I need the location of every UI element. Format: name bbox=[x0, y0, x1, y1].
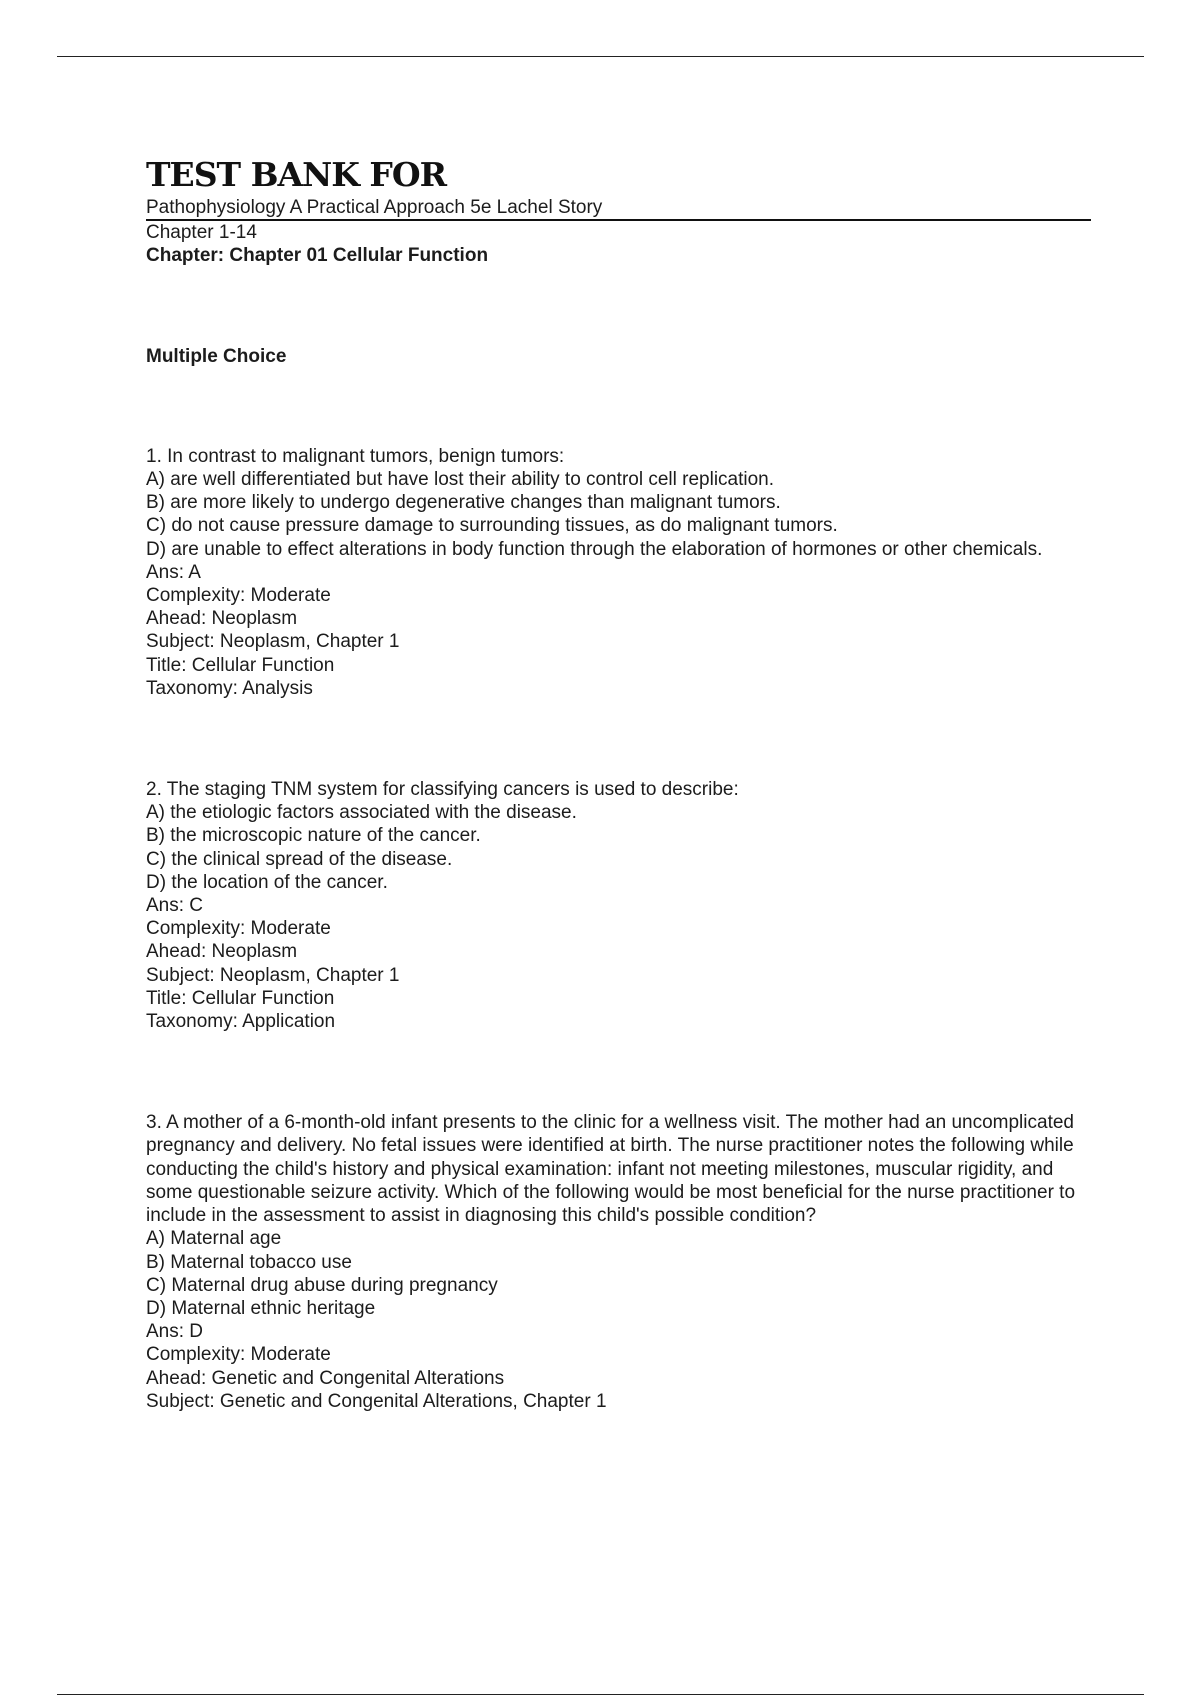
complexity: Complexity: Moderate bbox=[146, 585, 331, 607]
answer: Ans: C bbox=[146, 895, 204, 917]
option-b: B) the microscopic nature of the cancer. bbox=[146, 825, 481, 847]
option-a: A) the etiologic factors associated with the disease. bbox=[146, 802, 577, 824]
page-content bbox=[146, 154, 1091, 1413]
question-1 bbox=[146, 445, 1091, 700]
top-rule bbox=[57, 56, 1144, 57]
option-d: D) Maternal ethnic heritage bbox=[146, 1297, 376, 1319]
option-b: B) are more likely to undergo degenerative changes than malignant tumors. bbox=[146, 492, 781, 514]
chapter-heading: Chapter: Chapter 01 Cellular Function bbox=[146, 245, 489, 267]
subject: Subject: Neoplasm, Chapter 1 bbox=[146, 631, 400, 653]
ahead: Ahead: Genetic and Congenital Alterations bbox=[146, 1367, 505, 1389]
option-d: D) are unable to effect alterations in body function through the elaboration of hormones or other chemicals. bbox=[146, 538, 1043, 560]
answer: Ans: D bbox=[146, 1321, 204, 1343]
complexity: Complexity: Moderate bbox=[146, 1344, 331, 1366]
option-a: A) are well differentiated but have lost their ability to control cell replication. bbox=[146, 469, 775, 491]
option-c: C) Maternal drug abuse during pregnancy bbox=[146, 1274, 498, 1296]
question-stem: 3. A mother of a 6-month-old infant presents to the clinic for a wellness visit. The mother had an uncomplicated pregnancy and delivery. No fetal issues were identified at birth. The nurse practitioner notes the following while conducting the child's history and physical examination: infant not meeting milestones, muscular rigidity, and some questionable seizure activity. Which of the following would be most beneficial for the nurse practitioner to include in the assessment to assist in diagnosing this child's possible condition? bbox=[146, 1112, 1076, 1227]
document-title: TEST BANK FOR bbox=[146, 155, 447, 194]
option-b: B) Maternal tobacco use bbox=[146, 1251, 352, 1273]
chapter-range: Chapter 1-14 bbox=[146, 219, 1091, 244]
question-3 bbox=[146, 1111, 1091, 1413]
option-d: D) the location of the cancer. bbox=[146, 871, 388, 893]
complexity: Complexity: Moderate bbox=[146, 918, 331, 940]
question-title: Title: Cellular Function bbox=[146, 987, 335, 1009]
bottom-rule bbox=[57, 1694, 1144, 1695]
option-c: C) do not cause pressure damage to surrounding tissues, as do malignant tumors. bbox=[146, 515, 838, 537]
taxonomy: Taxonomy: Application bbox=[146, 1011, 336, 1033]
answer: Ans: A bbox=[146, 561, 201, 583]
subject: Subject: Genetic and Congenital Alterations, Chapter 1 bbox=[146, 1390, 607, 1412]
option-c: C) the clinical spread of the disease. bbox=[146, 848, 453, 870]
taxonomy: Taxonomy: Analysis bbox=[146, 677, 313, 699]
section-heading: Multiple Choice bbox=[146, 345, 287, 367]
subject: Subject: Neoplasm, Chapter 1 bbox=[146, 964, 400, 986]
question-title: Title: Cellular Function bbox=[146, 654, 335, 676]
question-stem: 1. In contrast to malignant tumors, benign tumors: bbox=[146, 445, 565, 467]
question-stem: 2. The staging TNM system for classifying cancers is used to describe: bbox=[146, 779, 739, 801]
ahead: Ahead: Neoplasm bbox=[146, 608, 298, 630]
document-subtitle: Pathophysiology A Practical Approach 5e Lachel Story bbox=[146, 197, 603, 218]
option-a: A) Maternal age bbox=[146, 1228, 282, 1250]
ahead: Ahead: Neoplasm bbox=[146, 941, 298, 963]
question-2 bbox=[146, 778, 1091, 1033]
